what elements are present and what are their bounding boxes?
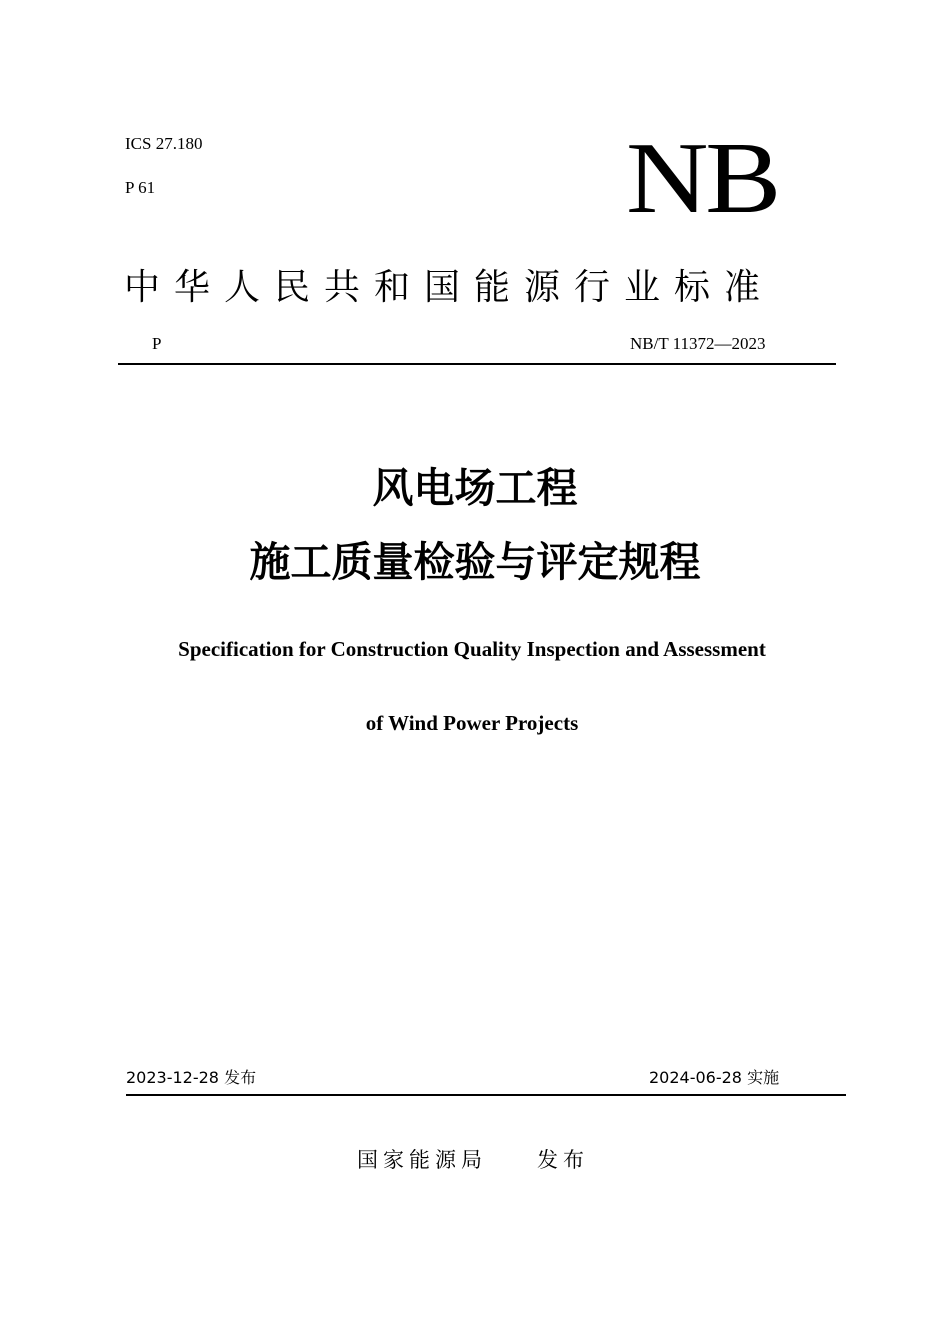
classification-code: P 61 xyxy=(125,178,156,197)
filing-code: P xyxy=(152,334,162,353)
chinese-title-line-2: 施工质量检验与评定规程 xyxy=(249,538,701,586)
footer-divider xyxy=(126,1094,846,1096)
english-title-line-1: Specification for Construction Quality Inspection and Assessment xyxy=(178,637,766,661)
standard-category-title: 中华人民共和国能源行业标准 xyxy=(124,267,775,308)
issuing-verb: 发布 xyxy=(537,1148,589,1172)
issue-date: 2023-12-28 发布 xyxy=(126,1068,257,1087)
chinese-title-line-1: 风电场工程 xyxy=(372,464,578,512)
implementation-date: 2024-06-28 实施 xyxy=(649,1068,780,1087)
header-divider xyxy=(118,363,836,365)
ics-code: ICS 27.180 xyxy=(125,134,203,153)
issuing-authority: 国家能源局 xyxy=(357,1148,487,1172)
nb-logo: NB xyxy=(626,122,778,235)
english-title-line-2: of Wind Power Projects xyxy=(365,711,579,735)
standard-number: NB/T 11372—2023 xyxy=(630,334,766,353)
